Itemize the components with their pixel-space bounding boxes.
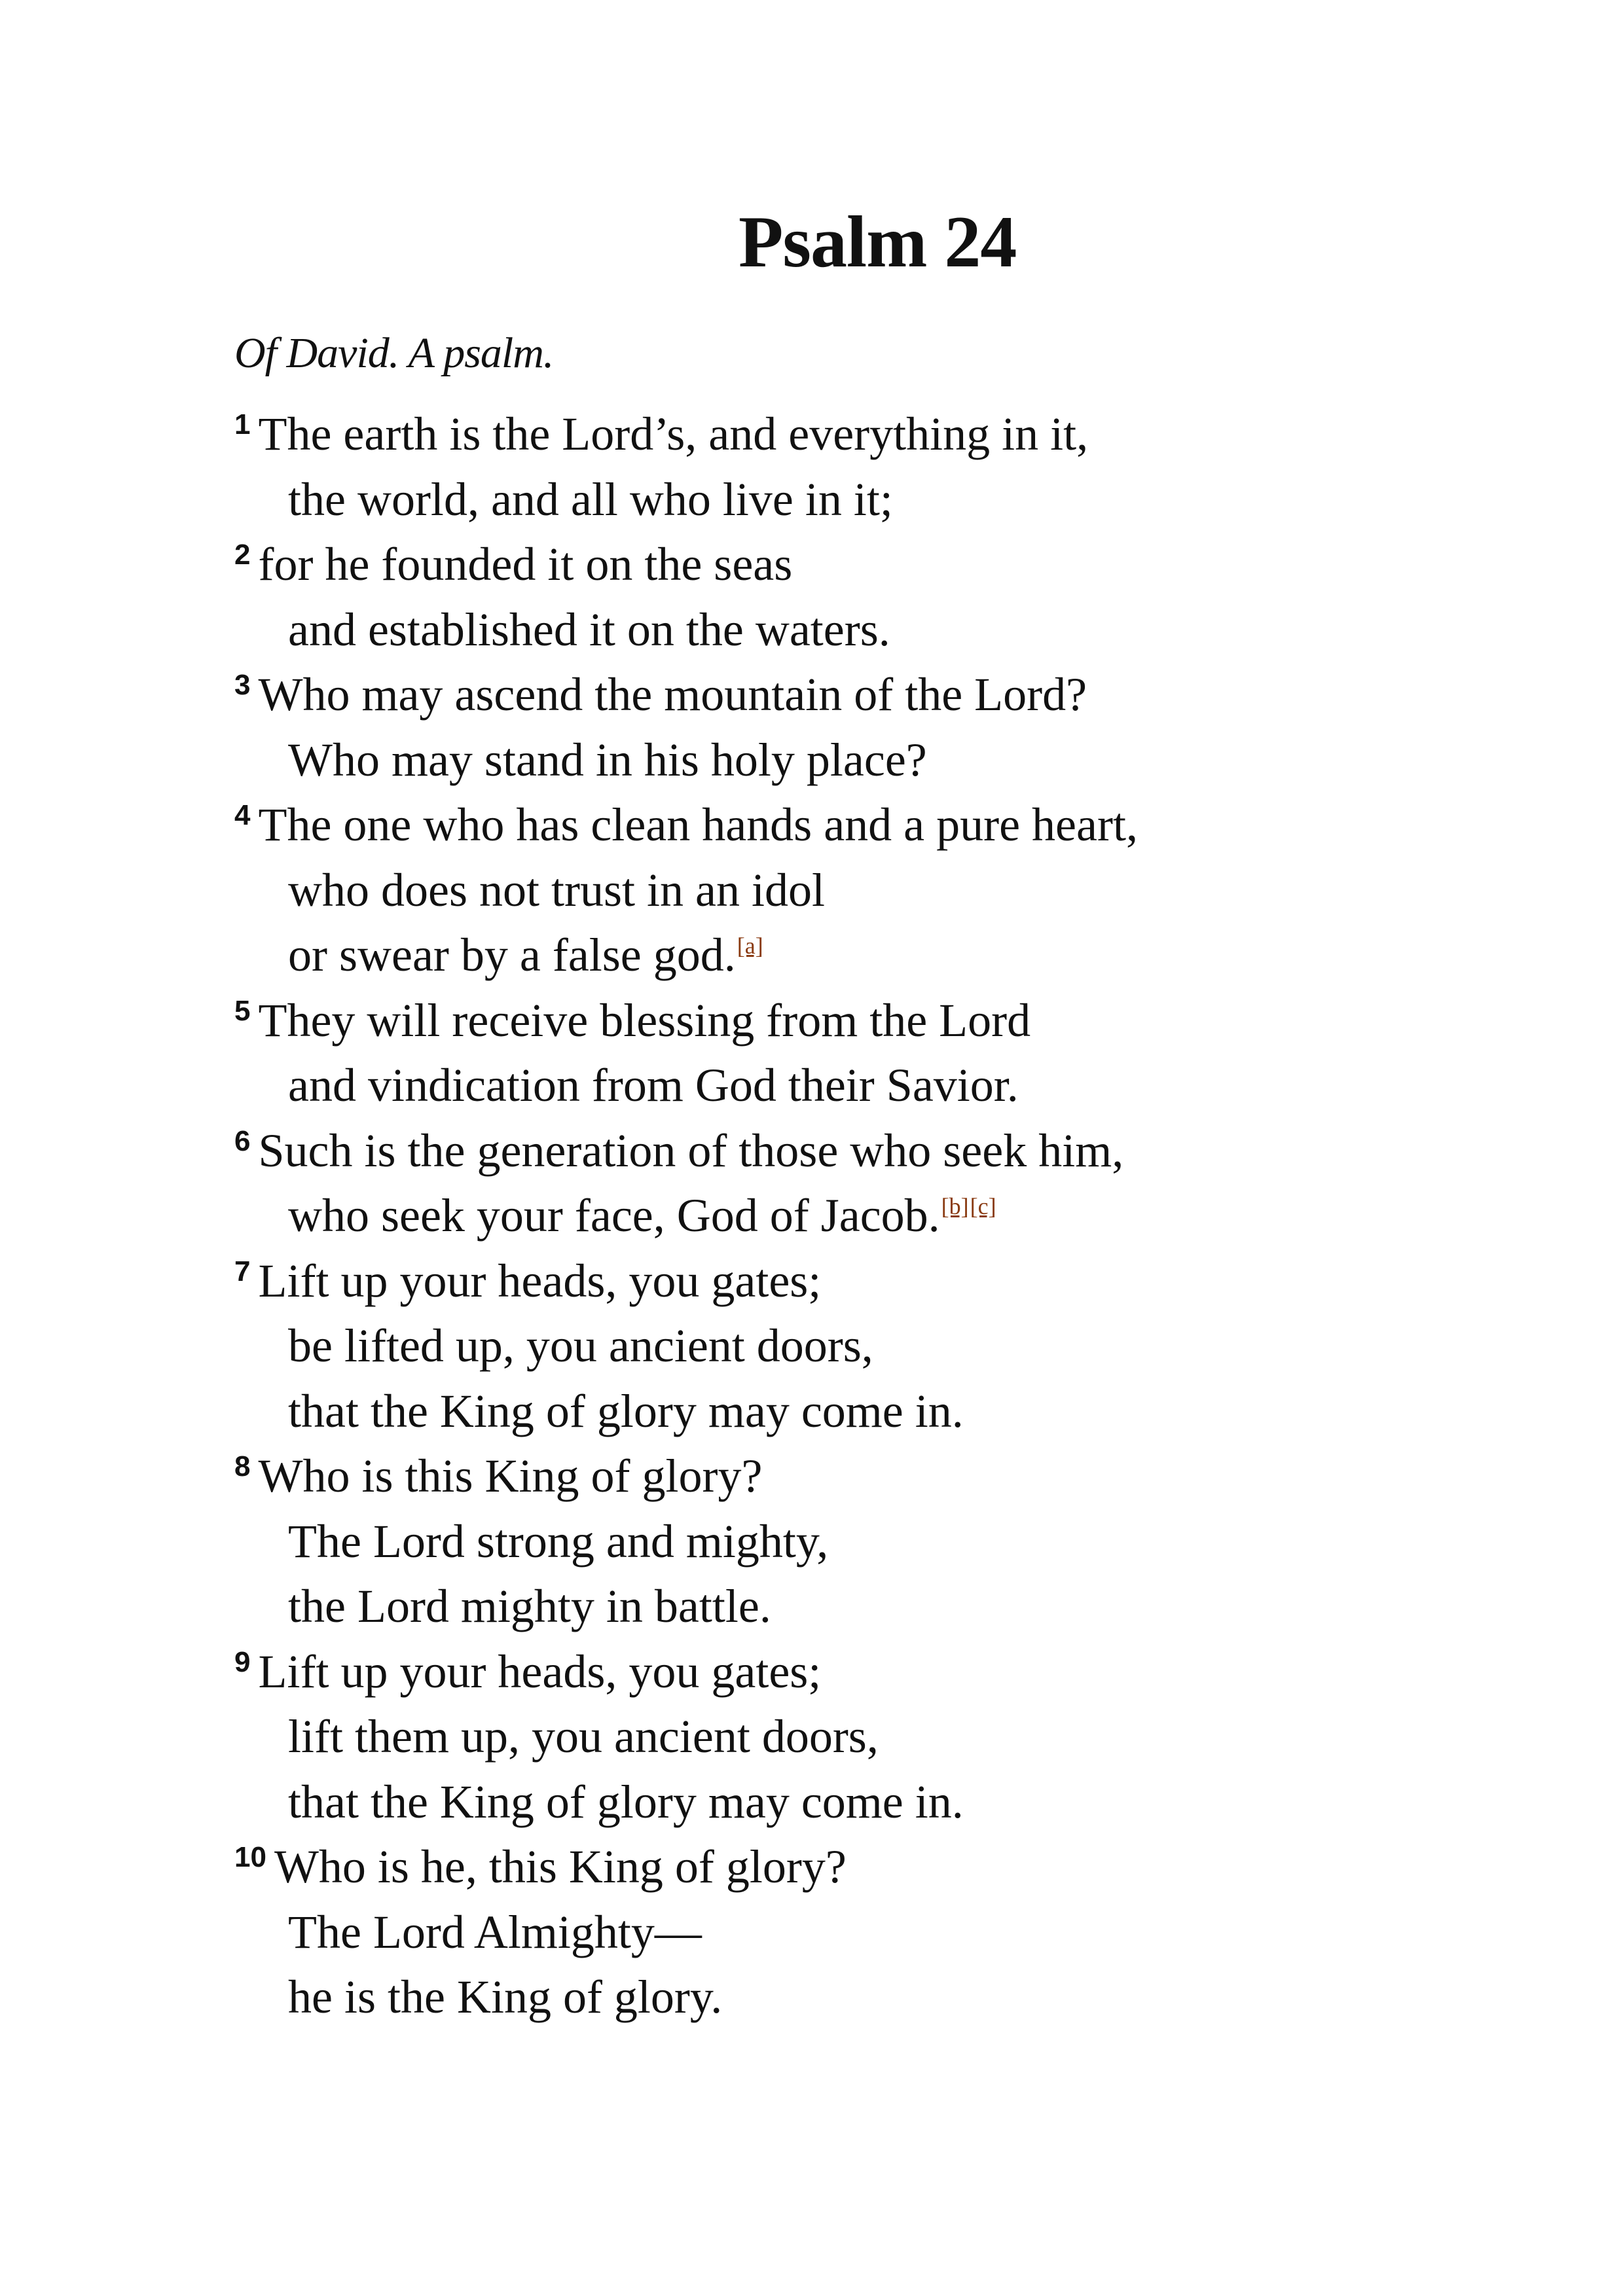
footnote-link-b[interactable]: [b] xyxy=(941,1193,969,1219)
verse-line: lift them up, you ancient doors, xyxy=(288,1710,879,1763)
verse-number: 8 xyxy=(234,1450,251,1482)
verse-2-continuation xyxy=(234,598,1544,663)
verse-4-continuation xyxy=(234,858,1544,924)
verse-7-continuation xyxy=(234,1379,1544,1444)
verse-3-continuation xyxy=(234,728,1544,793)
verse-10 xyxy=(234,1835,1544,1900)
verse-line: or swear by a false god. xyxy=(288,929,736,981)
verse-9-continuation xyxy=(234,1704,1544,1770)
verse-number: 1 xyxy=(234,408,251,440)
verse-3 xyxy=(234,662,1544,728)
verse-6 xyxy=(234,1119,1544,1184)
verse-6-continuation xyxy=(234,1183,1544,1249)
verse-number: 5 xyxy=(234,994,251,1027)
verse-number: 2 xyxy=(234,539,251,571)
verse-line: Who may ascend the mountain of the Lord? xyxy=(258,668,1087,721)
verse-line: Such is the generation of those who seek him, xyxy=(258,1124,1124,1177)
verse-7 xyxy=(234,1249,1544,1314)
verse-9 xyxy=(234,1640,1544,1705)
verse-10-continuation xyxy=(234,1900,1544,1965)
superscription: Of David. A psalm. xyxy=(234,329,554,377)
verse-4-continuation xyxy=(234,923,1544,988)
verse-list xyxy=(234,402,1544,2030)
verse-number: 6 xyxy=(234,1124,251,1157)
verse-line: who does not trust in an idol xyxy=(288,863,825,916)
verse-line: The Lord Almighty— xyxy=(288,1905,702,1958)
verse-line: The one who has clean hands and a pure heart, xyxy=(258,798,1138,851)
verse-line: that the King of glory may come in. xyxy=(288,1384,964,1437)
verse-8-continuation xyxy=(234,1509,1544,1575)
verse-line: for he founded it on the seas xyxy=(258,538,793,590)
verse-line: and established it on the waters. xyxy=(288,603,890,656)
verse-9-continuation xyxy=(234,1770,1544,1835)
verse-4 xyxy=(234,793,1544,858)
verse-line: be lifted up, you ancient doors, xyxy=(288,1319,873,1372)
verse-number: 3 xyxy=(234,669,251,701)
verse-line: They will receive blessing from the Lord xyxy=(258,994,1031,1047)
verse-line: Who may stand in his holy place? xyxy=(288,733,927,786)
verse-line: Lift up your heads, you gates; xyxy=(258,1645,822,1698)
verse-5 xyxy=(234,988,1544,1054)
verse-1 xyxy=(234,402,1544,467)
footnote-link-a[interactable]: [a] xyxy=(737,933,763,959)
verse-line: he is the King of glory. xyxy=(288,1971,723,2023)
verse-number: 7 xyxy=(234,1255,251,1287)
verse-line: who seek your face, God of Jacob. xyxy=(288,1189,940,1242)
verse-10-continuation xyxy=(234,1965,1544,2030)
verse-2 xyxy=(234,532,1544,598)
verse-8 xyxy=(234,1444,1544,1509)
page-title: Psalm 24 xyxy=(739,202,1017,283)
verse-line: Who is he, this King of glory? xyxy=(274,1840,847,1893)
verse-line: the world, and all who live in it; xyxy=(288,473,893,526)
verse-5-continuation xyxy=(234,1053,1544,1119)
verse-line: Who is this King of glory? xyxy=(258,1450,763,1502)
verse-number: 9 xyxy=(234,1645,251,1678)
verse-7-continuation xyxy=(234,1314,1544,1379)
verse-line: The Lord strong and mighty, xyxy=(288,1515,829,1568)
verse-line: the Lord mighty in battle. xyxy=(288,1580,771,1632)
footnote-link-c[interactable]: [c] xyxy=(970,1193,996,1219)
verse-line: The earth is the Lord’s, and everything in it, xyxy=(258,408,1089,460)
verse-1-continuation xyxy=(234,467,1544,533)
verse-line: that the King of glory may come in. xyxy=(288,1775,964,1828)
verse-line: Lift up your heads, you gates; xyxy=(258,1254,822,1307)
verse-number: 10 xyxy=(234,1841,266,1873)
verse-number: 4 xyxy=(234,799,251,831)
verse-line: and vindication from God their Savior. xyxy=(288,1059,1019,1111)
verse-8-continuation xyxy=(234,1574,1544,1640)
